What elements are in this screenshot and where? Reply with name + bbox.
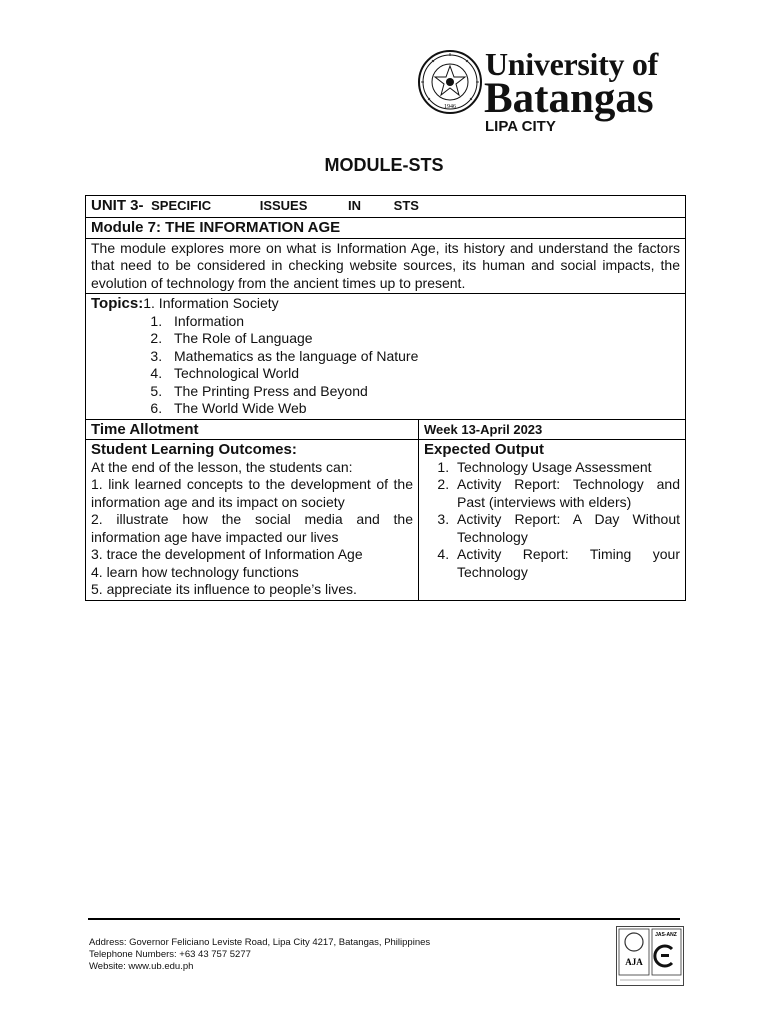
footer-address: Address: Governor Feliciano Leviste Road, Lipa City 4217, Batangas, Philippines	[89, 937, 431, 948]
outcomes-intro: At the end of the lesson, the students can:	[91, 458, 353, 475]
topics-row	[86, 294, 686, 420]
certification-badge-icon	[616, 926, 684, 986]
time-allotment-label: Time Allotment	[86, 419, 419, 440]
module-description: The module explores more on what is Information Age, its history and understand the factors that need to be considered in checking website sources, its human and social impacts, the evolution of technology from the ancient times up to present.	[86, 238, 686, 294]
unit-word: ISSUES	[259, 198, 308, 213]
time-allotment-value: Week 13-April 2023	[419, 419, 686, 440]
list-item: 3. Mathematics as the language of Nature	[166, 348, 680, 366]
topics-list	[91, 313, 680, 418]
list-item: 2. The Role of Language	[166, 330, 680, 348]
footer-divider	[88, 918, 680, 920]
svg-text:JAS-ANZ: JAS-ANZ	[655, 932, 677, 938]
expected-output-label: Expected Output	[424, 441, 545, 458]
module-title: Module 7: THE INFORMATION AGE	[86, 218, 686, 239]
university-seal-icon	[418, 50, 482, 114]
university-header	[418, 46, 688, 138]
unit-row	[86, 196, 686, 218]
topics-first: 1. Information Society	[143, 295, 279, 311]
footer-phone: Telephone Numbers: +63 43 757 5277	[89, 949, 251, 960]
list-item: 1. Information	[166, 313, 680, 331]
footer-contact	[89, 937, 430, 973]
outcome-item: 2. illustrate how the social media and the information age have impacted our lives	[91, 511, 413, 545]
module-row	[86, 218, 686, 239]
university-name-line2: Batangas	[484, 75, 654, 122]
list-item: 2. Activity Report: Technology and Past (interviews with elders)	[453, 476, 680, 511]
expected-output-list	[424, 459, 680, 582]
list-item: 4. Activity Report: Timing your Technology	[453, 546, 680, 581]
outcome-item: 1. link learned concepts to the development of the information age and its impact on society	[91, 476, 413, 510]
university-name-line1: University of	[485, 46, 658, 82]
unit-word: SPECIFIC	[151, 198, 212, 213]
unit-label: UNIT 3-	[91, 197, 144, 214]
topics-label: Topics:	[91, 295, 144, 312]
footer-website: Website: www.ub.edu.ph	[89, 961, 194, 972]
outcome-item: 5. appreciate its influence to people’s lives.	[91, 581, 357, 597]
list-item: 3. Activity Report: A Day Without Technology	[453, 511, 680, 546]
description-row	[86, 238, 686, 294]
list-item: 5. The Printing Press and Beyond	[166, 383, 680, 401]
svg-text:1946: 1946	[444, 104, 456, 110]
outcome-item: 4. learn how technology functions	[91, 563, 299, 580]
outcome-item: 3. trace the development of Information Age	[91, 546, 363, 562]
list-item: 6. The World Wide Web	[166, 400, 680, 418]
university-city: LIPA CITY	[485, 118, 556, 135]
page-title: MODULE-STS	[324, 155, 444, 175]
outcomes-row	[86, 440, 686, 601]
svg-text:AJA: AJA	[625, 957, 643, 967]
unit-word: STS	[393, 198, 419, 213]
list-item: 1. Technology Usage Assessment	[453, 459, 680, 477]
list-item: 4. Technological World	[166, 365, 680, 383]
module-table	[85, 195, 686, 601]
time-allotment-row	[86, 419, 686, 440]
unit-word: IN	[348, 198, 362, 213]
outcomes-label: Student Learning Outcomes:	[91, 441, 297, 458]
